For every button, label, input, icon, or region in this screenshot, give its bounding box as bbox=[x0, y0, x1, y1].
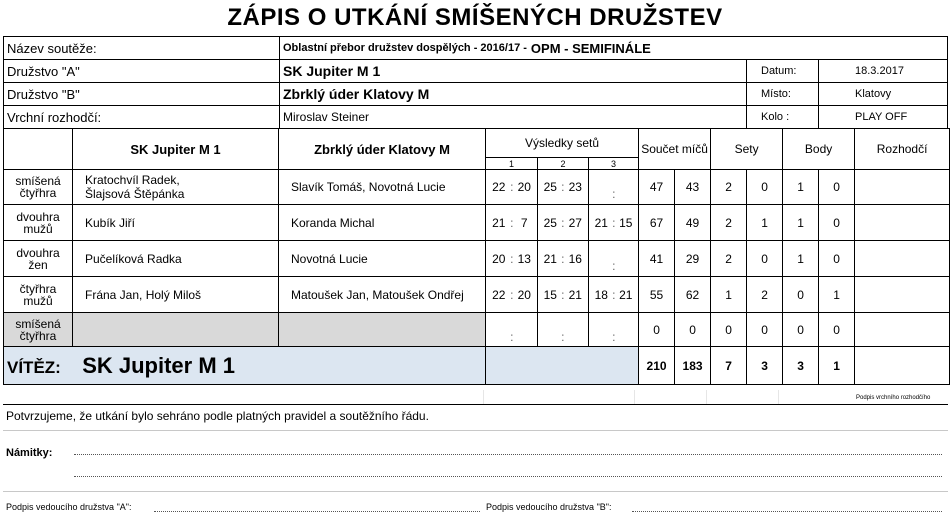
set-score: 13 bbox=[512, 241, 538, 277]
referee-cell bbox=[855, 170, 950, 205]
competition-stage: OPM - SEMIFINÁLE bbox=[530, 40, 651, 56]
team-a-header: SK Jupiter M 1 bbox=[73, 129, 279, 170]
points-a: 0 bbox=[783, 277, 819, 313]
balls-b: 62 bbox=[675, 277, 711, 313]
balls-b: 43 bbox=[675, 170, 711, 205]
winner-row bbox=[4, 347, 950, 385]
remarks-label: Námitky: bbox=[6, 447, 53, 459]
set-score-a: 21 : bbox=[538, 241, 563, 277]
player-b: Matoušek Jan, Matoušek Ondřej bbox=[279, 277, 486, 313]
referee-header: Rozhodčí bbox=[855, 129, 950, 170]
set-score: 20 bbox=[512, 277, 538, 313]
sets-a: 2 bbox=[711, 205, 747, 241]
sets-b: 2 bbox=[747, 277, 783, 313]
team-b-row bbox=[4, 83, 947, 106]
score-separator: : bbox=[561, 180, 565, 194]
set-score-a: 15 : bbox=[538, 277, 563, 313]
place-label: Místo: bbox=[761, 88, 791, 100]
sets-a: 2 bbox=[711, 241, 747, 277]
score-separator: : bbox=[510, 287, 514, 302]
set-score-a: 21 : bbox=[486, 205, 512, 241]
set-score: 7 bbox=[512, 205, 538, 241]
referee-row bbox=[4, 106, 947, 129]
set-score-a: 20 : bbox=[486, 241, 512, 277]
match-type: dvouhra mužů bbox=[4, 205, 73, 241]
points-b: 0 bbox=[819, 170, 855, 205]
date-label: Datum: bbox=[761, 65, 797, 77]
round-label: Kolo : bbox=[761, 111, 790, 123]
set-score-a: 21 : bbox=[589, 205, 614, 241]
set2-header: 2 bbox=[538, 158, 589, 170]
set-score-a: 18 : bbox=[589, 277, 614, 313]
competition-name: Oblastní přebor družstev dospělých - 2016/17 - bbox=[283, 42, 527, 54]
set-score: 21 bbox=[563, 277, 589, 313]
referee-value: Miroslav Steiner bbox=[283, 110, 370, 124]
balls-b: 29 bbox=[675, 241, 711, 277]
sets-a: 1 bbox=[711, 277, 747, 313]
sets-b: 0 bbox=[747, 170, 783, 205]
set-score: 27 bbox=[563, 205, 589, 241]
set-score: 21 bbox=[614, 277, 639, 313]
set-score bbox=[512, 313, 538, 347]
match-row bbox=[4, 241, 950, 277]
referee-cell bbox=[855, 241, 950, 277]
referee-signature-label: Podpis vrchního rozhodčího bbox=[856, 395, 931, 401]
balls-a: 47 bbox=[639, 170, 675, 205]
score-separator: : bbox=[510, 180, 514, 194]
match-row bbox=[4, 277, 950, 313]
signature-b-label: Podpis vedoucího družstva "B": bbox=[486, 502, 612, 512]
match-type: čtyřhra mužů bbox=[4, 277, 73, 313]
competition-value bbox=[280, 37, 880, 59]
score-separator: : bbox=[612, 287, 616, 302]
set-score bbox=[614, 170, 639, 205]
type-header bbox=[4, 129, 73, 170]
competition-row bbox=[4, 37, 947, 60]
winner-points-b: 1 bbox=[819, 347, 855, 385]
player-b: Slavík Tomáš, Novotná Lucie bbox=[279, 170, 486, 205]
set3-header: 3 bbox=[589, 158, 639, 170]
signature-b-line[interactable] bbox=[632, 511, 942, 512]
remarks-line-1[interactable] bbox=[74, 454, 942, 455]
sets-header: Sety bbox=[711, 129, 783, 170]
set-results-header: Výsledky setů bbox=[486, 129, 639, 158]
referee-cell bbox=[855, 277, 950, 313]
score-separator: : bbox=[510, 329, 514, 344]
player-b: Novotná Lucie bbox=[279, 241, 486, 277]
balls-a: 0 bbox=[639, 313, 675, 347]
date-value: 18.3.2017 bbox=[855, 65, 904, 77]
points-b: 1 bbox=[819, 277, 855, 313]
balls-b: 49 bbox=[675, 205, 711, 241]
winner-label: VÍTĚZ: bbox=[7, 357, 61, 377]
balls-b: 0 bbox=[675, 313, 711, 347]
score-separator: : bbox=[612, 215, 616, 230]
team-a-value: SK Jupiter M 1 bbox=[283, 63, 381, 79]
winner-balls-b: 183 bbox=[675, 347, 711, 385]
sets-b: 1 bbox=[747, 205, 783, 241]
set-score: 20 bbox=[512, 170, 538, 205]
team-b-label: Družstvo "B" bbox=[7, 86, 80, 102]
match-type: smíšená čtyřhra bbox=[4, 313, 73, 347]
player-a bbox=[73, 313, 279, 347]
set-score-a: 25 : bbox=[538, 170, 563, 205]
points-b: 0 bbox=[819, 241, 855, 277]
score-separator: : bbox=[561, 215, 565, 230]
match-row bbox=[4, 170, 950, 205]
points-header: Body bbox=[783, 129, 855, 170]
winner-points-a: 3 bbox=[783, 347, 819, 385]
set-score-a: 22 : bbox=[486, 277, 512, 313]
referee-label: Vrchní rozhodčí: bbox=[7, 109, 102, 125]
team-a-row bbox=[4, 60, 947, 83]
winner-box-fill bbox=[486, 347, 639, 385]
player-b bbox=[279, 313, 486, 347]
score-separator: : bbox=[561, 329, 565, 344]
set-score-a bbox=[589, 313, 614, 347]
score-separator: : bbox=[561, 287, 565, 302]
set-score: 16 bbox=[563, 241, 589, 277]
winner-balls-a: 210 bbox=[639, 347, 675, 385]
score-separator: : bbox=[510, 251, 514, 266]
confirmation-text: Potvrzujeme, že utkání bylo sehráno podle platných pravidel a soutěžního řádu. bbox=[6, 409, 429, 423]
match-row bbox=[4, 313, 950, 347]
winner-referee-cell bbox=[855, 347, 950, 385]
set1-header: 1 bbox=[486, 158, 538, 170]
balls-a: 41 bbox=[639, 241, 675, 277]
points-b: 0 bbox=[819, 313, 855, 347]
round-value: PLAY OFF bbox=[855, 111, 908, 123]
set-score bbox=[614, 241, 639, 277]
set-score-a bbox=[589, 170, 614, 205]
set-score: 23 bbox=[563, 170, 589, 205]
sets-a: 0 bbox=[711, 313, 747, 347]
team-b-header: Zbrklý úder Klatovy M bbox=[279, 129, 486, 170]
competition-label: Název soutěže: bbox=[7, 40, 97, 56]
referee-cell bbox=[855, 205, 950, 241]
player-a: Pučelíková Radka bbox=[73, 241, 279, 277]
points-a: 0 bbox=[783, 313, 819, 347]
set-score bbox=[563, 313, 589, 347]
player-a: Kubík Jiří bbox=[73, 205, 279, 241]
sets-b: 0 bbox=[747, 241, 783, 277]
match-type: smíšená čtyřhra bbox=[4, 170, 73, 205]
match-type: dvouhra žen bbox=[4, 241, 73, 277]
points-a: 1 bbox=[783, 241, 819, 277]
match-row bbox=[4, 205, 950, 241]
score-separator: : bbox=[612, 329, 616, 344]
winner-box bbox=[4, 347, 486, 385]
winner-sets-b: 3 bbox=[747, 347, 783, 385]
set-score-a bbox=[538, 313, 563, 347]
sets-a: 2 bbox=[711, 170, 747, 205]
score-separator: : bbox=[612, 187, 616, 201]
winner-sets-a: 7 bbox=[711, 347, 747, 385]
sets-b: 0 bbox=[747, 313, 783, 347]
team-a-label: Družstvo "A" bbox=[7, 63, 80, 79]
page-title: ZÁPIS O UTKÁNÍ SMÍŠENÝCH DRUŽSTEV bbox=[227, 4, 723, 31]
player-b: Koranda Michal bbox=[279, 205, 486, 241]
balls-a: 55 bbox=[639, 277, 675, 313]
score-separator: : bbox=[510, 215, 514, 230]
points-a: 1 bbox=[783, 205, 819, 241]
score-separator: : bbox=[561, 251, 565, 266]
set-score-a: 22 : bbox=[486, 170, 512, 205]
player-a: Frána Jan, Holý Miloš bbox=[73, 277, 279, 313]
set-score-a bbox=[589, 241, 614, 277]
winner-name: SK Jupiter M 1 bbox=[82, 352, 235, 378]
balls-sum-header: Součet míčů bbox=[639, 129, 711, 170]
balls-a: 67 bbox=[639, 205, 675, 241]
player-a: Kratochvíl Radek, Šlajsová Štěpánka bbox=[73, 170, 279, 205]
signature-a-label: Podpis vedoucího družstva "A": bbox=[6, 502, 132, 512]
remarks-line-2[interactable] bbox=[74, 476, 942, 477]
match-info bbox=[3, 36, 948, 128]
signature-a-line[interactable] bbox=[154, 511, 480, 512]
set-score: 15 bbox=[614, 205, 639, 241]
set-score bbox=[614, 313, 639, 347]
match-table bbox=[3, 128, 950, 385]
points-b: 0 bbox=[819, 205, 855, 241]
set-score-a: 25 : bbox=[538, 205, 563, 241]
place-value: Klatovy bbox=[855, 88, 892, 100]
referee-cell bbox=[855, 313, 950, 347]
team-b-value: Zbrklý úder Klatovy M bbox=[283, 86, 430, 102]
score-separator: : bbox=[612, 258, 616, 273]
points-a: 1 bbox=[783, 170, 819, 205]
set-score-a bbox=[486, 313, 512, 347]
